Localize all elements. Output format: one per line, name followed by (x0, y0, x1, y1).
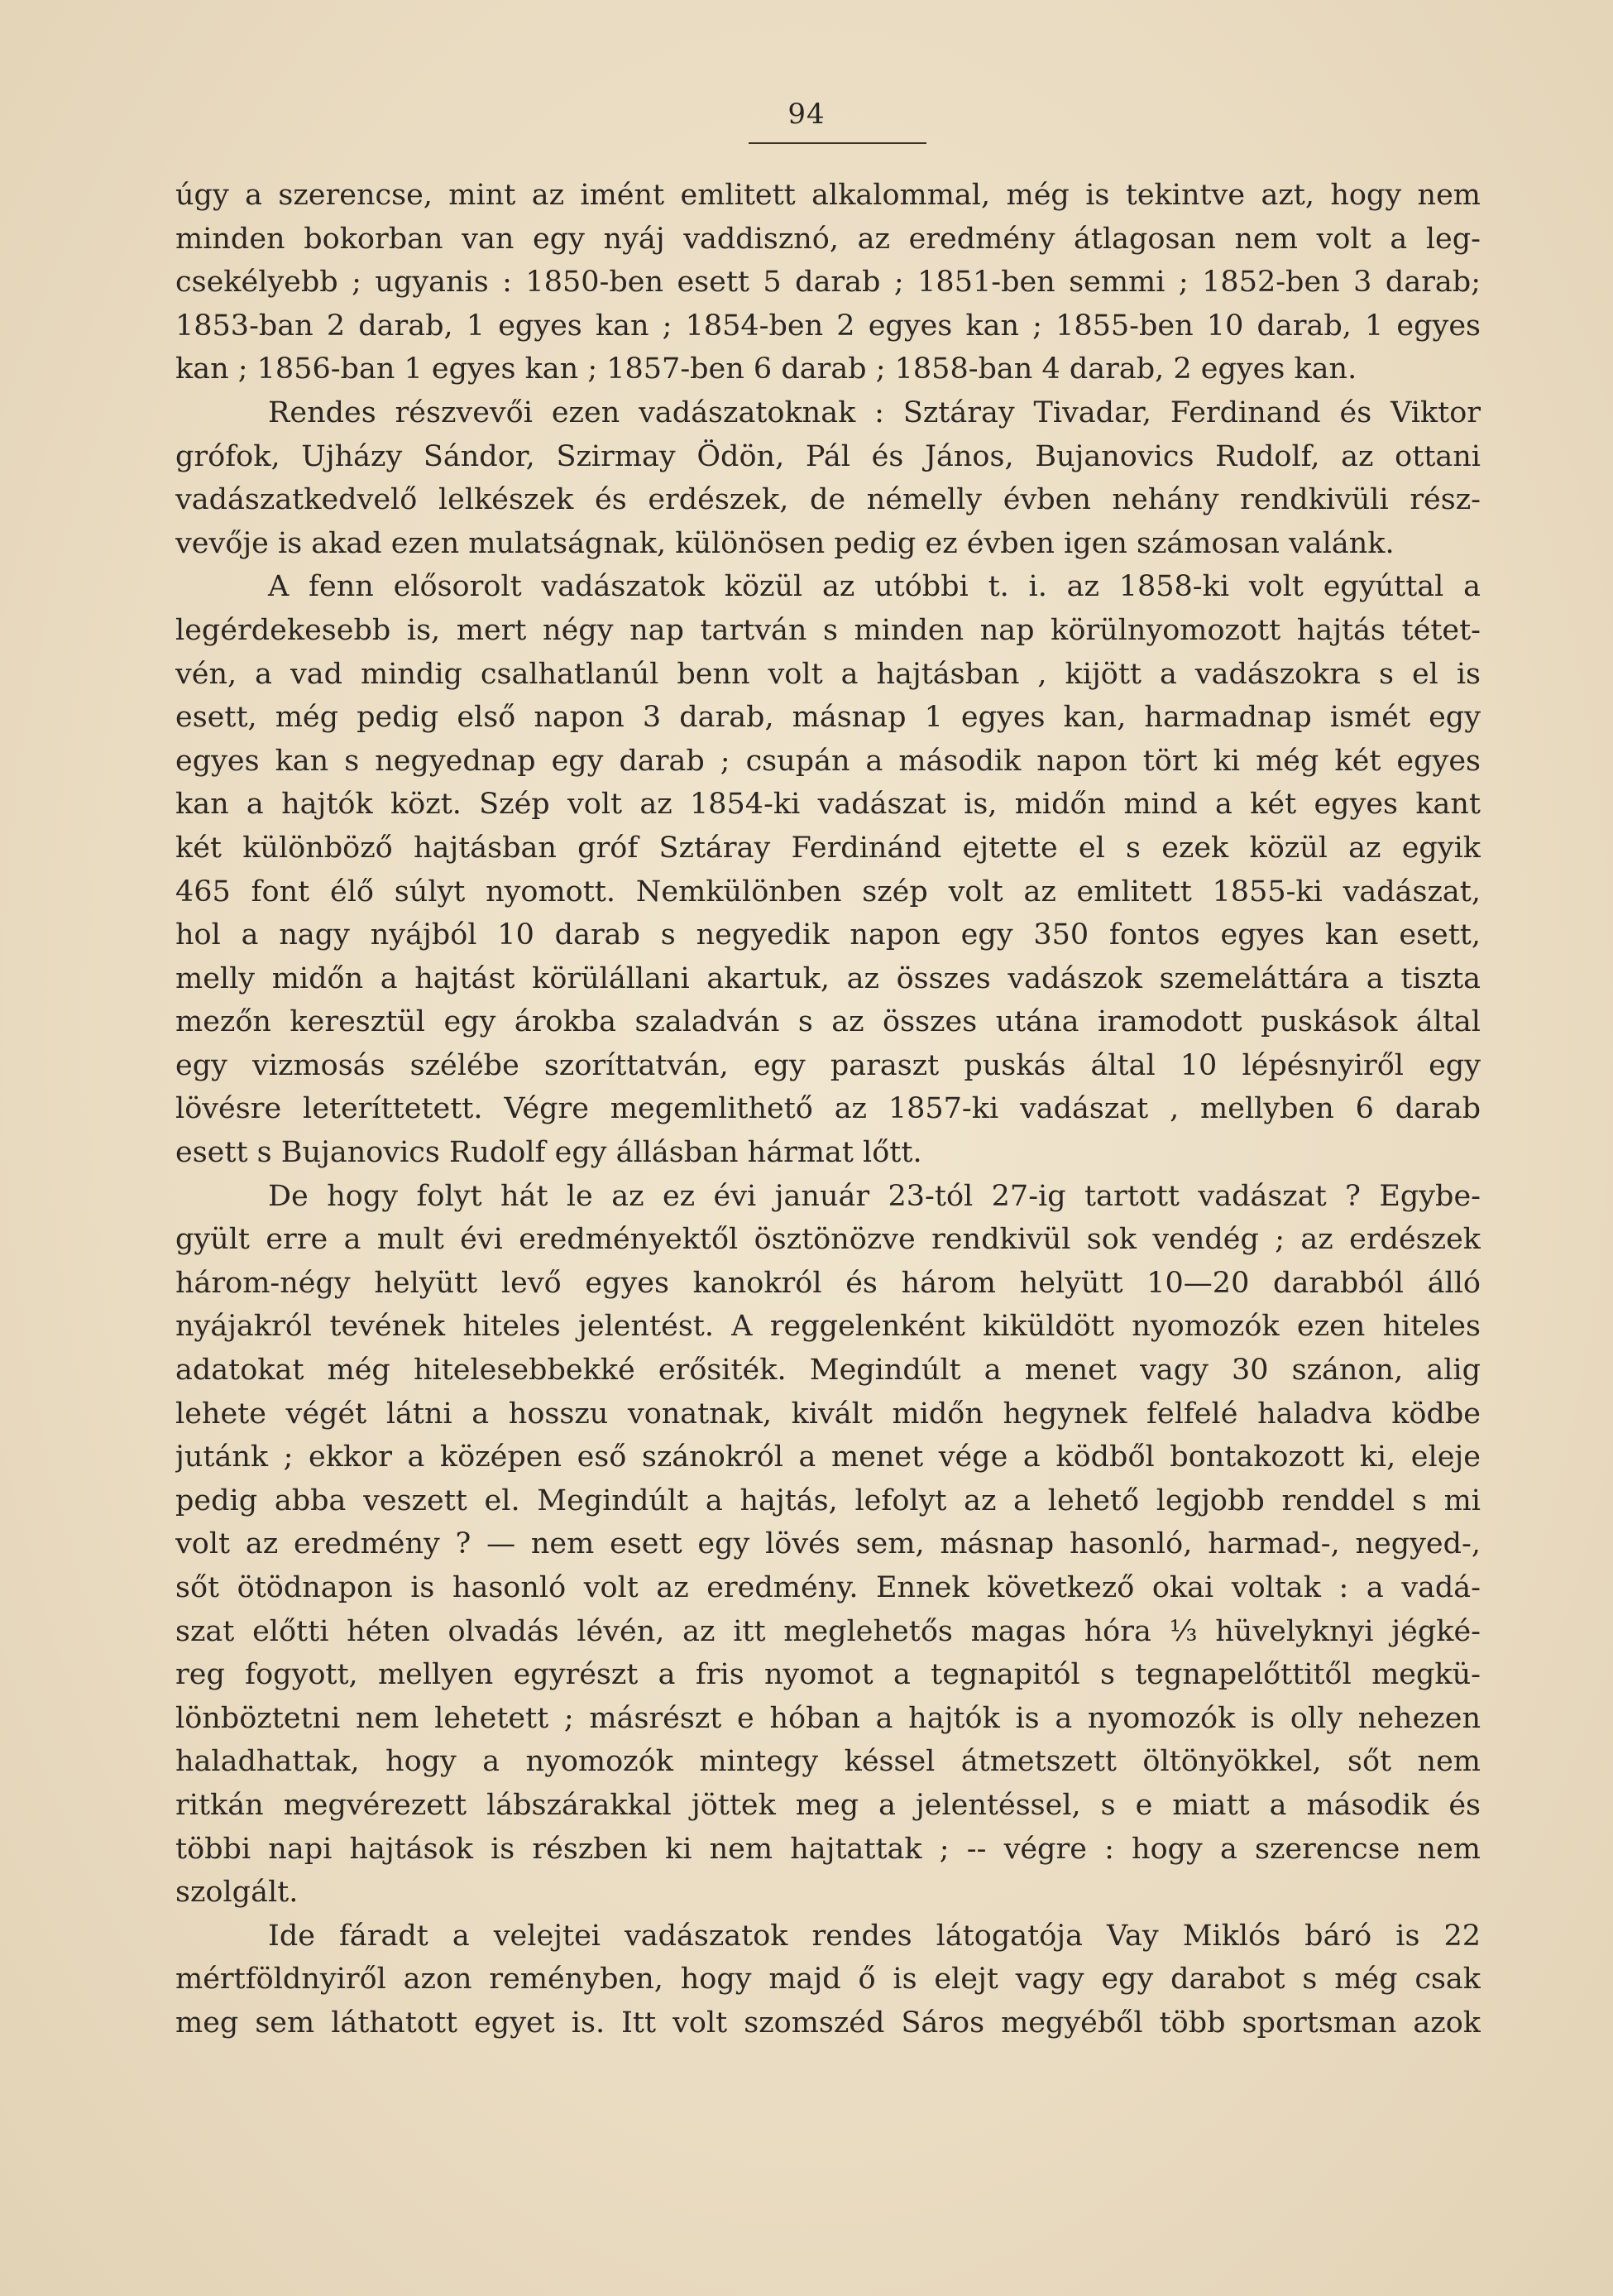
text-line: volt az eredmény ? — nem esett egy lövés sem, másnap hasonló, harmad-, negyed-, (175, 1527, 1481, 1561)
text-line: kan ; 1856-ban 1 egyes kan ; 1857-ben 6 darab ; 1858-ban 4 darab, 2 egyes kan. (175, 352, 1357, 386)
text-line: lehete végét látni a hosszu vonatnak, kivált midőn hegynek felfelé haladva ködbe (175, 1397, 1481, 1431)
text-line: vadászatkedvelő lelkészek és erdészek, de némelly évben nehány rendkivüli rész- (175, 483, 1481, 517)
text-line: haladhattak, hogy a nyomozók mintegy késsel átmetszett öltönyökkel, sőt nem (175, 1745, 1481, 1779)
text-line: lönböztetni nem lehetett ; másrészt e hóban a hajtók is a nyomozók is olly nehezen (175, 1701, 1481, 1735)
text-line: egy vizmosás szélébe szoríttatván, egy paraszt puskás által 10 lépésnyiről egy (175, 1048, 1481, 1082)
text-line: A fenn elősorolt vadászatok közül az utóbbi t. i. az 1858-ki volt egyúttal a (268, 570, 1481, 604)
text-line: lövésre leteríttetett. Végre megemlithető az 1857-ki vadászat , mellyben 6 darab (175, 1092, 1481, 1126)
text-line: gyült erre a mult évi eredményektől ösztönözve rendkivül sok vendég ; az erdészek (175, 1223, 1481, 1257)
text-line: egyes kan s negyednap egy darab ; csupán a második napon tört ki még két egyes (175, 744, 1481, 778)
text-line: szolgált. (175, 1876, 299, 1910)
text-line: ritkán megvérezett lábszárakkal jöttek meg a jelentéssel, s e miatt a második és (175, 1788, 1481, 1822)
text-line: három-négy helyütt levő egyes kanokról és három helyütt 10—20 darabból álló (175, 1266, 1481, 1300)
text-line: melly midőn a hajtást körülállani akartuk, az összes vadászok szemeláttára a tiszta (175, 961, 1481, 995)
text-line: sőt ötödnapon is hasonló volt az eredmény. Ennek következő okai voltak : a vadá- (175, 1571, 1481, 1604)
text-line: szat előtti héten olvadás lévén, az itt meglehetős magas hóra ⅓ hüvelyknyi jégké- (175, 1614, 1481, 1648)
text-line: meg sem láthatott egyet is. Itt volt szomszéd Sáros megyéből több sportsman azok (175, 2006, 1481, 2040)
text-line: esett s Bujanovics Rudolf egy állásban hármat lőtt. (175, 1136, 922, 1170)
text-line: reg fogyott, mellyen egyrészt a fris nyomot a tegnapitól s tegnapelőttitől megkü- (175, 1658, 1481, 1692)
page-number: 94 (787, 98, 826, 131)
text-line: esett, még pedig első napon 3 darab, másnap 1 egyes kan, harmadnap ismét egy (175, 701, 1481, 735)
text-line: mértföldnyiről azon reményben, hogy majd ő is elejt vagy egy darabot s még csak (175, 1963, 1481, 1996)
text-line: pedig abba veszett el. Megindúlt a hajtás, lefolyt az a lehető legjobb renddel s mi (175, 1484, 1481, 1517)
text-line: kan a hajtók közt. Szép volt az 1854-ki vadászat is, midőn mind a két egyes kant (175, 788, 1481, 822)
text-line: 1853-ban 2 darab, 1 egyes kan ; 1854-ben 2 egyes kan ; 1855-ben 10 darab, 1 egyes (175, 309, 1481, 343)
text-line: vevője is akad ezen mulatságnak, különösen pedig ez évben igen számosan valánk. (175, 526, 1395, 560)
text-line: Rendes részvevői ezen vadászatoknak : Sztáray Tivadar, Ferdinand és Viktor (268, 395, 1481, 429)
header-rule (749, 142, 926, 144)
text-line: Ide fáradt a velejtei vadászatok rendes látogatója Vay Miklós báró is 22 (268, 1919, 1481, 1953)
text-line: jutánk ; ekkor a középen eső szánokról a menet vége a ködből bontakozott ki, eleje (175, 1440, 1481, 1474)
text-line: két különböző hajtásban gróf Sztáray Ferdinánd ejtette el s ezek közül az egyik (175, 831, 1481, 865)
text-line: mezőn keresztül egy árokba szaladván s az összes utána iramodott puskások által (175, 1005, 1481, 1039)
body-text (175, 174, 1481, 2045)
text-line: nyájakról tevének hiteles jelentést. A reggelenként kiküldött nyomozók ezen hiteles (175, 1310, 1481, 1344)
text-line: 465 font élő súlyt nyomott. Nemkülönben szép volt az emlitett 1855-ki vadászat, (175, 875, 1481, 908)
text-line: csekélyebb ; ugyanis : 1850-ben esett 5 darab ; 1851-ben semmi ; 1852-ben 3 darab; (175, 266, 1481, 300)
text-line: De hogy folyt hát le az ez évi január 23-tól 27-ig tartott vadászat ? Egybe- (268, 1179, 1481, 1213)
text-line: többi napi hajtások is részben ki nem hajtattak ; -- végre : hogy a szerencse nem (175, 1832, 1481, 1866)
text-line: grófok, Ujházy Sándor, Szirmay Ödön, Pál és János, Bujanovics Rudolf, az ottani (175, 439, 1481, 473)
text-line: adatokat még hitelesebbekké erősiték. Megindúlt a menet vagy 30 szánon, alig (175, 1354, 1481, 1388)
text-line: úgy a szerencse, mint az imént emlitett alkalommal, még is tekintve azt, hogy nem (175, 179, 1481, 212)
text-line: legérdekesebb is, mert négy nap tartván s minden nap körülnyomozott hajtás tétet- (175, 613, 1481, 647)
text-line: hol a nagy nyájból 10 darab s negyedik napon egy 350 fontos egyes kan esett, (175, 918, 1481, 952)
text-line: vén, a vad mindig csalhatlanúl benn volt a hajtásban , kijött a vadászokra s el is (175, 657, 1481, 691)
text-line: minden bokorban van egy nyáj vaddisznó, az eredmény átlagosan nem volt a leg- (175, 222, 1481, 256)
